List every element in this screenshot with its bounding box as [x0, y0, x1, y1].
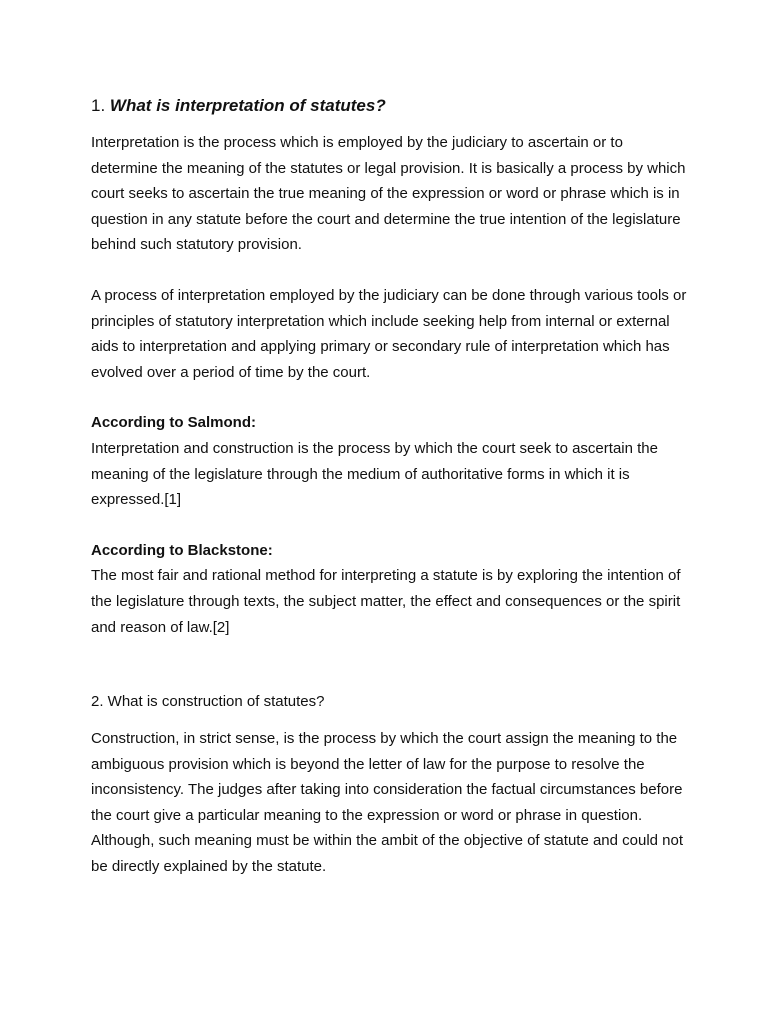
section1-paragraph-1: Interpretation is the process which is employed by the judiciary to ascertain or to determine the meaning of the statutes or legal provision. It is basically a process by which court seeks to ascertain the true meaning of the expression or word or phrase which is in question in any statute before the court and determine the true intention of the legislature behind such statutory provision. [91, 134, 686, 254]
section1-heading [91, 94, 691, 118]
section2-paragraph-1: Construction, in strict sense, is the process by which the court assign the meaning to the ambiguous provision which is beyond the letter of law for the purpose to resolve the inconsistency. The judges after taking into consideration the factual circumstances before the court give a particular meaning to the expression or word or phrase in question. Although, such meaning must be within the ambit of the objective of statute and could not be directly explained by the statute. [91, 730, 684, 876]
section2-heading: 2. What is construction of statutes? [91, 693, 325, 711]
spacer [91, 513, 691, 538]
document-body [91, 94, 691, 880]
salmond-label: According to Salmond: [91, 414, 256, 432]
blackstone-definition: The most fair and rational method for interpreting a statute is by exploring the intention of the legislature through texts, the subject matter, the effect and consequences or the spirit and reason of law.[2] [91, 567, 681, 636]
section1-title: What is interpretation of statutes? [109, 96, 386, 115]
blackstone-label: According to Blackstone: [91, 541, 273, 559]
spacer [91, 258, 691, 283]
section1-paragraph-2: A process of interpretation employed by the judiciary can be done through various tools or principles of statutory interpretation which include seeking help from internal or external aids to interpretation and applying primary or secondary rule of interpretation which has evolved over a period of time by the court. [91, 286, 687, 381]
salmond-definition: Interpretation and construction is the process by which the court seek to ascertain the meaning of the legislature through the medium of authoritative forms in which it is expressed.[1] [91, 439, 658, 509]
section1-number: 1. [91, 96, 106, 115]
spacer [91, 640, 691, 690]
spacer [91, 385, 691, 410]
